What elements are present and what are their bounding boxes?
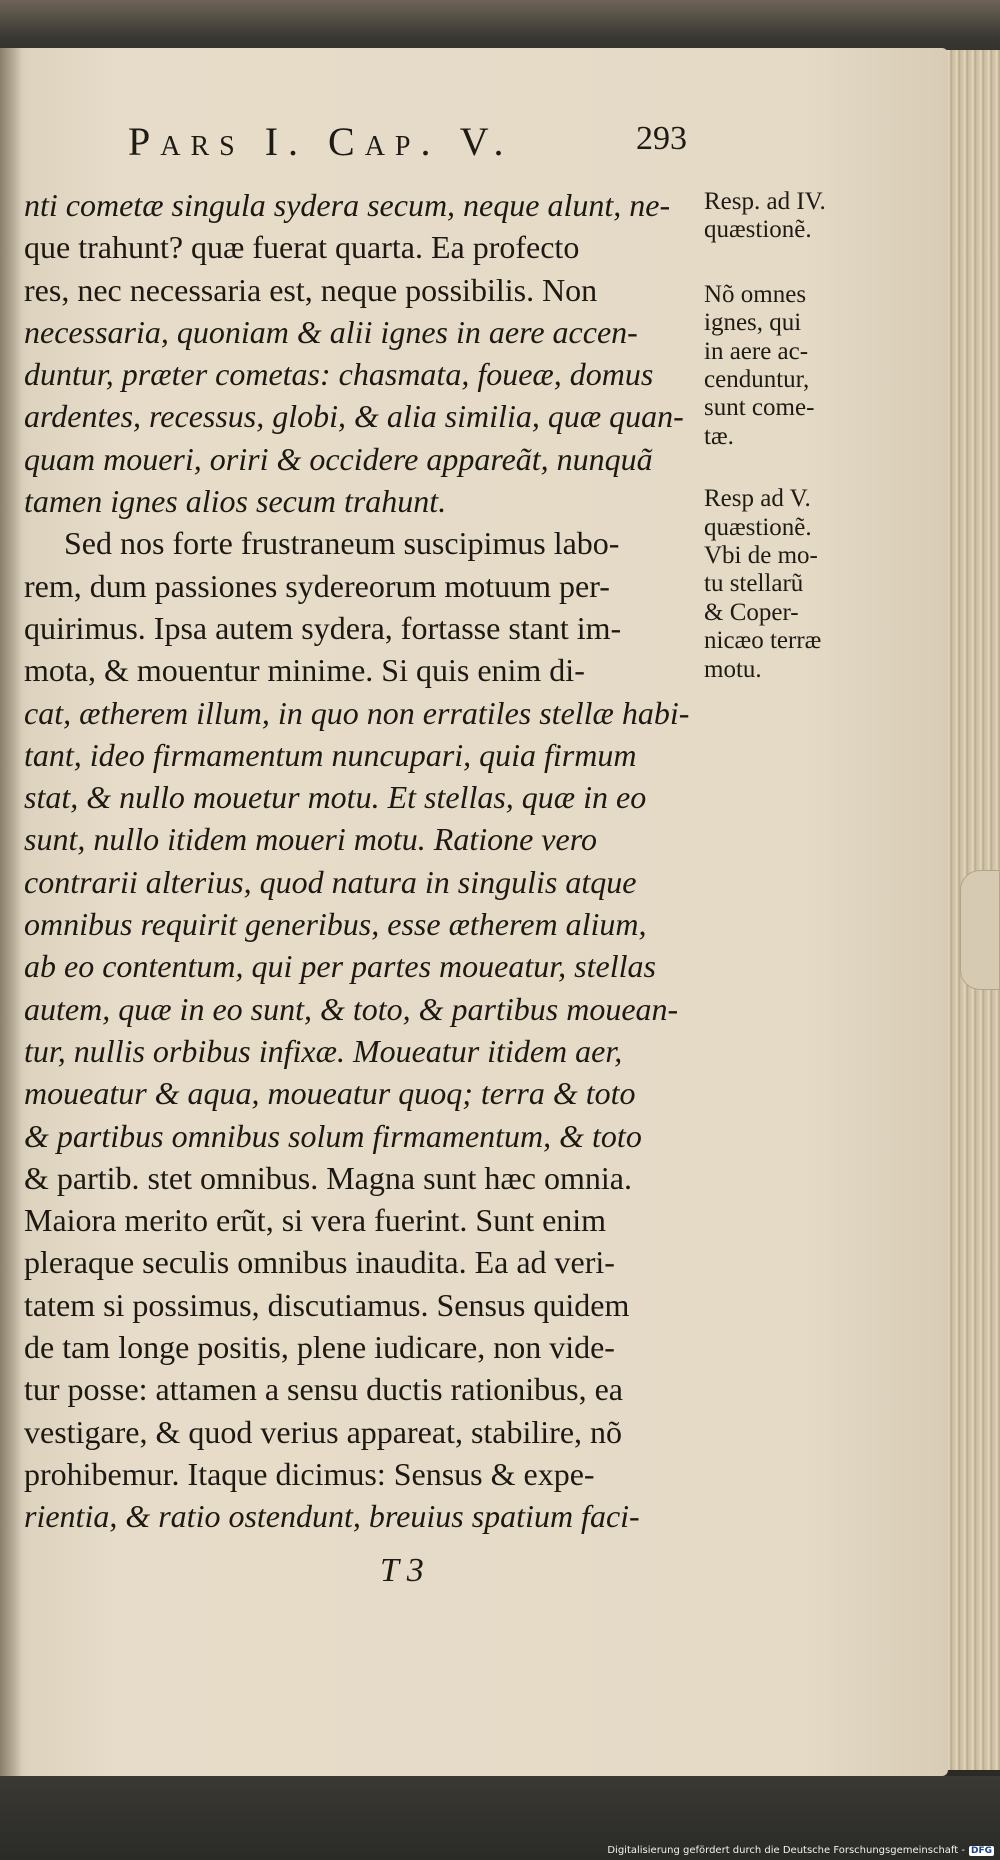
text-line: que trahunt? quæ fuerat quarta. Ea profecto [24, 229, 580, 266]
margin-note-line: tu stellarũ [704, 570, 804, 598]
margin-note-line: cenduntur, [704, 366, 810, 394]
text-line: stat, & nullo mouetur motu. Et stellas, quæ in eo [24, 779, 647, 816]
text-line: vestigare, & quod verius appareat, stabilire, nõ [24, 1413, 623, 1450]
margin-note-line: Nõ omnes [704, 280, 807, 308]
margin-note-line: Resp. ad IV. [704, 188, 826, 215]
running-head: Pars I. Cap. V. [128, 119, 514, 164]
dfg-logo: DFG [970, 1845, 992, 1856]
margin-note-line: nicæo terræ [704, 627, 822, 655]
text-line: mota, & mouentur minime. Si quis enim di- [24, 652, 585, 689]
text-line: quirimus. Ipsa autem sydera, fortasse stant im- [24, 609, 622, 646]
marginal-notes [704, 188, 864, 718]
text-line: res, nec necessaria est, neque possibilis. Non [24, 271, 598, 308]
page-header [0, 118, 948, 168]
text-line: autem, quæ in eo sunt, & toto, & partibus mouean- [24, 990, 679, 1027]
margin-note-line: tæ. [704, 422, 734, 450]
text-line: tur posse: attamen a sensu ductis rationibus, ea [24, 1371, 623, 1408]
text-line: ardentes, recessus, globi, & alia similia, quæ quan- [24, 398, 684, 435]
text-line: ab eo contentum, qui per partes moueatur, stellas [24, 948, 656, 985]
text-line: de tam longe positis, plene iudicare, non vide- [24, 1329, 615, 1366]
text-line: tur, nullis orbibus infixæ. Moueatur itidem aer, [24, 1032, 623, 1069]
main-text-block [24, 184, 700, 1538]
text-line: pleraque seculis omnibus inaudita. Ea ad veri- [24, 1244, 615, 1281]
margin-note-line: Vbi de mo- [704, 542, 818, 570]
footer-credit-text: Digitalisierung gefördert durch die Deutsche Forschungsgemeinschaft - [607, 1845, 965, 1856]
footer-credit [607, 1845, 994, 1856]
text-line: cat, ætherem illum, in quo non erratiles stellæ habi- [24, 694, 690, 731]
text-line: contrarii alterius, quod natura in singulis atque [24, 863, 637, 900]
text-line: duntur, præter cometas: chasmata, foueæ, domus [24, 356, 654, 393]
text-line: necessaria, quoniam & alii ignes in aere accen- [24, 313, 638, 350]
text-line: & partib. stet omnibus. Magna sunt hæc omnia. [24, 1159, 632, 1196]
margin-note-line: quæstionẽ. [704, 216, 812, 244]
margin-note-line: in aere ac- [704, 337, 809, 365]
text-line: sunt, nullo itidem moueri motu. Ratione vero [24, 821, 597, 858]
margin-note-line: ignes, qui [704, 309, 802, 337]
margin-note-line: motu. [704, 655, 762, 683]
page-number: 293 [636, 120, 687, 157]
text-line: rem, dum passiones sydereorum motuum per- [24, 567, 610, 604]
text-line: omnibus requirit generibus, esse ætherem alium, [24, 906, 647, 943]
signature-mark: T 3 [380, 1552, 424, 1589]
margin-note-line: sunt come- [704, 394, 815, 422]
page-tab [960, 870, 1000, 990]
text-line: Sed nos forte frustraneum suscipimus labo- [64, 525, 620, 562]
text-line: moueatur & aqua, moueatur quoq; terra & toto [24, 1075, 636, 1112]
text-line: tamen ignes alios secum trahunt. [24, 483, 447, 520]
margin-note [704, 485, 864, 684]
gutter-shadow [0, 48, 22, 1776]
text-line: rientia, & ratio ostendunt, breuius spatium faci- [24, 1498, 640, 1535]
margin-note [704, 188, 864, 245]
margin-note-line: Resp ad V. [704, 485, 811, 513]
text-line: nti cometæ singula sydera secum, neque alunt, ne- [24, 187, 671, 223]
text-line: tatem si possimus, discutiamus. Sensus quidem [24, 1286, 630, 1323]
text-line: quam moueri, oriri & occidere appareãt, nunquã [24, 440, 653, 477]
text-line: & partibus omnibus solum firmamentum, & toto [24, 1117, 642, 1154]
text-line: tant, ideo firmamentum nuncupari, quia firmum [24, 736, 637, 773]
text-line: Maiora merito erũt, si vera fuerint. Sunt enim [24, 1202, 607, 1239]
margin-note-line: quæstionẽ. [704, 513, 812, 541]
margin-note [704, 281, 864, 451]
text-line: prohibemur. Itaque dicimus: Sensus & expe- [24, 1455, 595, 1492]
scan-background-bottom [0, 1776, 1000, 1860]
margin-note-line: & Coper- [704, 598, 799, 626]
